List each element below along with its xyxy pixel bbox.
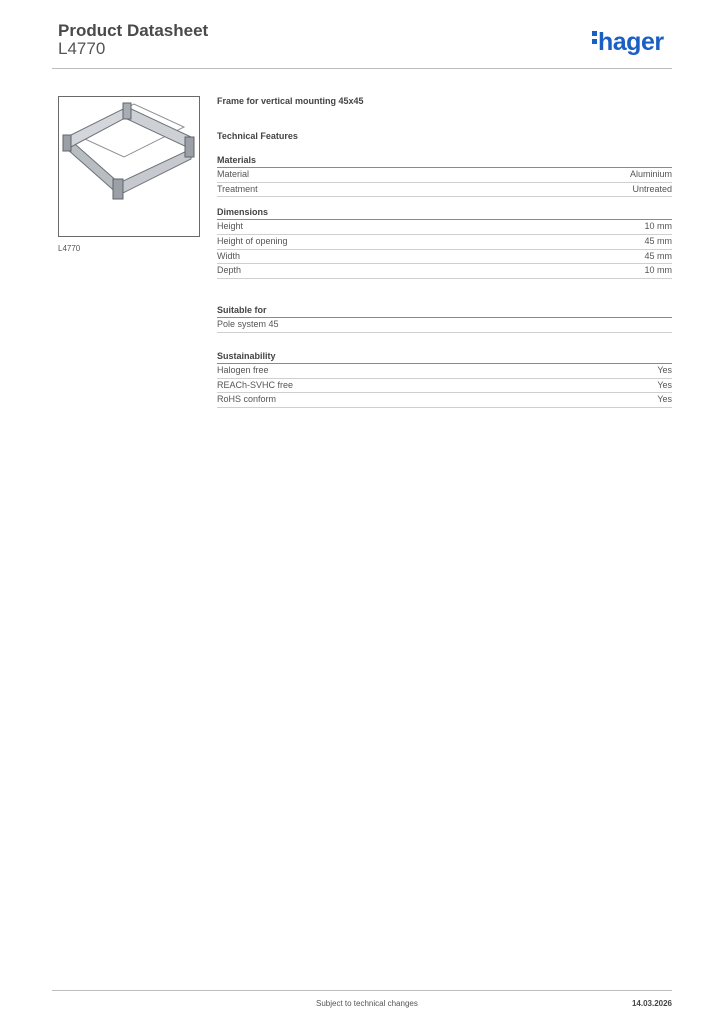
spec-label: Material bbox=[217, 169, 250, 179]
logo-colon-icon bbox=[592, 28, 598, 47]
header-divider bbox=[52, 68, 672, 69]
spec-label: Halogen free bbox=[217, 364, 269, 375]
spec-value: 10 mm bbox=[644, 265, 672, 276]
spec-value: 10 mm bbox=[644, 221, 672, 232]
spec-label: Pole system 45 bbox=[217, 319, 279, 330]
spec-label: Height bbox=[217, 221, 244, 232]
spec-row bbox=[217, 168, 672, 183]
product-title: Frame for vertical mounting 45x45 bbox=[217, 96, 364, 106]
spec-row bbox=[217, 264, 672, 279]
spec-value: 45 mm bbox=[644, 236, 672, 247]
spec-row bbox=[217, 393, 672, 408]
section-heading: Suitable for bbox=[217, 305, 672, 318]
spec-value: Yes bbox=[657, 394, 672, 405]
section-heading: Materials bbox=[217, 155, 672, 168]
spec-row bbox=[217, 364, 672, 379]
spec-label: Depth bbox=[217, 265, 242, 276]
spec-row bbox=[217, 183, 672, 198]
product-code: L4770 bbox=[58, 39, 106, 58]
section-heading: Sustainability bbox=[217, 351, 672, 364]
spec-value: Yes bbox=[657, 379, 672, 390]
footer-date: 14.03.2026 bbox=[631, 999, 672, 1008]
spec-row bbox=[217, 235, 672, 250]
spec-row bbox=[217, 220, 672, 235]
image-caption: L4770 bbox=[58, 244, 81, 253]
spec-value: Yes bbox=[657, 364, 672, 375]
spec-label: REACh-SVHC free bbox=[217, 379, 294, 390]
spec-row bbox=[217, 318, 672, 333]
spec-row bbox=[217, 379, 672, 394]
dimensions-section bbox=[217, 207, 672, 279]
spec-label: RoHS conform bbox=[217, 394, 277, 405]
materials-section bbox=[217, 155, 672, 197]
section-heading: Dimensions bbox=[217, 207, 672, 220]
sustainability-section bbox=[217, 351, 672, 408]
product-image bbox=[58, 96, 200, 237]
frame-product-icon bbox=[59, 97, 199, 236]
spec-label: Treatment bbox=[217, 183, 258, 194]
spec-label: Height of opening bbox=[217, 236, 288, 247]
technical-features-heading: Technical Features bbox=[217, 131, 298, 141]
spec-value: Untreated bbox=[632, 183, 672, 194]
logo-text: hager bbox=[598, 28, 664, 56]
spec-content bbox=[217, 96, 672, 408]
spec-label: Width bbox=[217, 250, 241, 261]
footer-note: Subject to technical changes bbox=[316, 999, 418, 1008]
page-title: Product Datasheet bbox=[58, 21, 209, 40]
spec-value: Aluminium bbox=[629, 169, 672, 179]
suitable-for-section bbox=[217, 305, 672, 333]
footer-divider bbox=[52, 990, 672, 991]
spec-row bbox=[217, 250, 672, 265]
hager-logo bbox=[592, 28, 664, 57]
spec-value: 45 mm bbox=[644, 250, 672, 261]
